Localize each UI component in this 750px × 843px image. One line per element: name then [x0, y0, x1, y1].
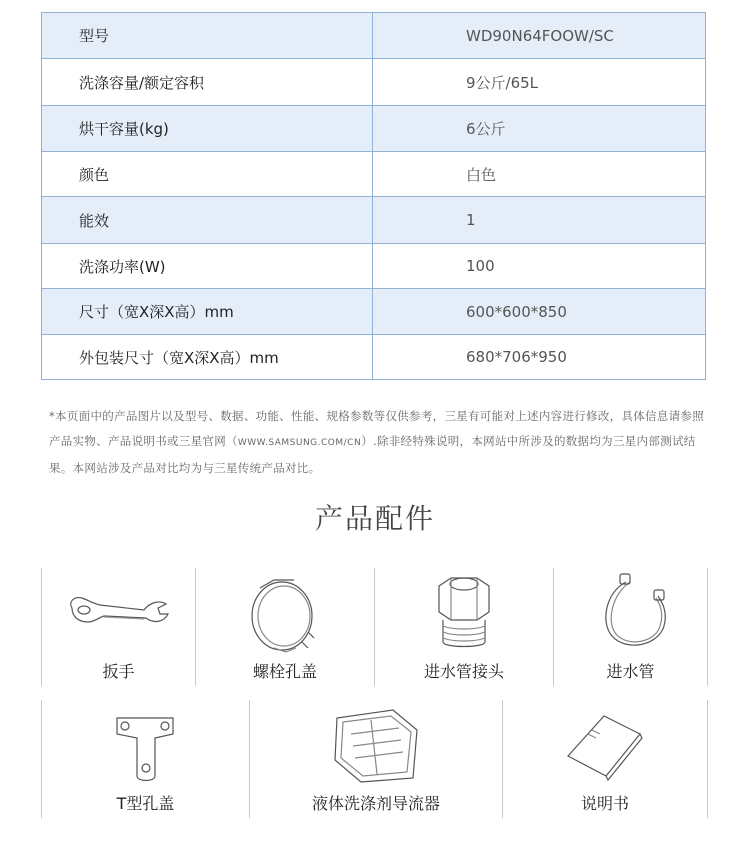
spec-label: 洗涤功率(W)	[42, 244, 373, 289]
spec-label: 烘干容量(kg)	[42, 106, 373, 152]
spec-value: 6公斤	[373, 106, 706, 152]
accessory-detergent-guide	[249, 700, 502, 818]
spec-value: 680*706*950	[373, 335, 706, 380]
spec-label: 型号	[42, 13, 373, 59]
spec-label: 外包装尺寸（宽X深X高）mm	[42, 335, 373, 380]
spec-row-dry-capacity	[42, 106, 706, 152]
note-text-1: *本页面中的产品图片以及型号、数据、功能、性能、规格参数等仅供参考，三星有可能对上述内容进行修改，具体信息请参照产品实物、产品说明书或三星官网（	[49, 409, 705, 448]
accessory-label: T型孔盖	[116, 794, 175, 813]
note-text-2: ）.除非经特殊说明，本网站中所涉及的数据均为三星内部测试结果。本网站涉及产品对比均为与三星传统产品对比。	[49, 434, 696, 475]
accessory-label: 液体洗涤剂导流器	[311, 794, 440, 813]
spec-row-model	[42, 13, 706, 59]
spec-value: 9公斤/65L	[373, 59, 706, 106]
spec-label: 颜色	[42, 152, 373, 197]
accessory-t-cap	[41, 700, 249, 818]
spec-row-efficiency	[42, 197, 706, 244]
spec-value: 白色	[373, 152, 706, 197]
spec-row-color	[42, 152, 706, 197]
spec-value: WD90N64FOOW/SC	[373, 13, 706, 59]
accessories-title: 产品配件	[314, 502, 435, 535]
spec-label: 尺寸（宽X深X高）mm	[42, 289, 373, 335]
bolt-hole-cap-icon	[230, 572, 340, 656]
spec-value: 100	[373, 244, 706, 289]
inlet-hose-icon	[576, 572, 686, 656]
spec-value: 1	[373, 197, 706, 244]
wrench-icon	[64, 572, 174, 652]
accessory-wrench	[41, 568, 195, 686]
disclaimer-note	[49, 404, 709, 481]
spec-row-dimensions	[42, 289, 706, 335]
manual-icon	[550, 704, 660, 788]
spec-row-package-dimensions	[42, 335, 706, 380]
accessory-label: 说明书	[580, 794, 629, 813]
accessories-row-2	[41, 700, 708, 818]
accessory-manual	[502, 700, 708, 818]
spec-row-power	[42, 244, 706, 289]
hose-connector-icon	[409, 572, 519, 656]
spec-label: 洗涤容量/额定容积	[42, 59, 373, 106]
accessory-inlet-hose	[553, 568, 708, 686]
spec-row-capacity	[42, 59, 706, 106]
accessory-bolt-hole-cap	[195, 568, 374, 686]
spec-value: 600*600*850	[373, 289, 706, 335]
accessory-label: 进水管	[606, 662, 655, 681]
accessory-label: 扳手	[102, 662, 135, 681]
accessory-hose-connector	[374, 568, 553, 686]
t-cap-icon	[91, 704, 201, 788]
samsung-url: WWW.SAMSUNG.COM/CN	[237, 438, 362, 448]
accessory-label: 进水管接头	[423, 662, 504, 681]
detergent-guide-icon	[321, 704, 431, 788]
accessory-label: 螺栓孔盖	[252, 662, 317, 681]
spec-label: 能效	[42, 197, 373, 244]
spec-table	[41, 12, 706, 380]
accessories-row-1	[41, 568, 708, 686]
